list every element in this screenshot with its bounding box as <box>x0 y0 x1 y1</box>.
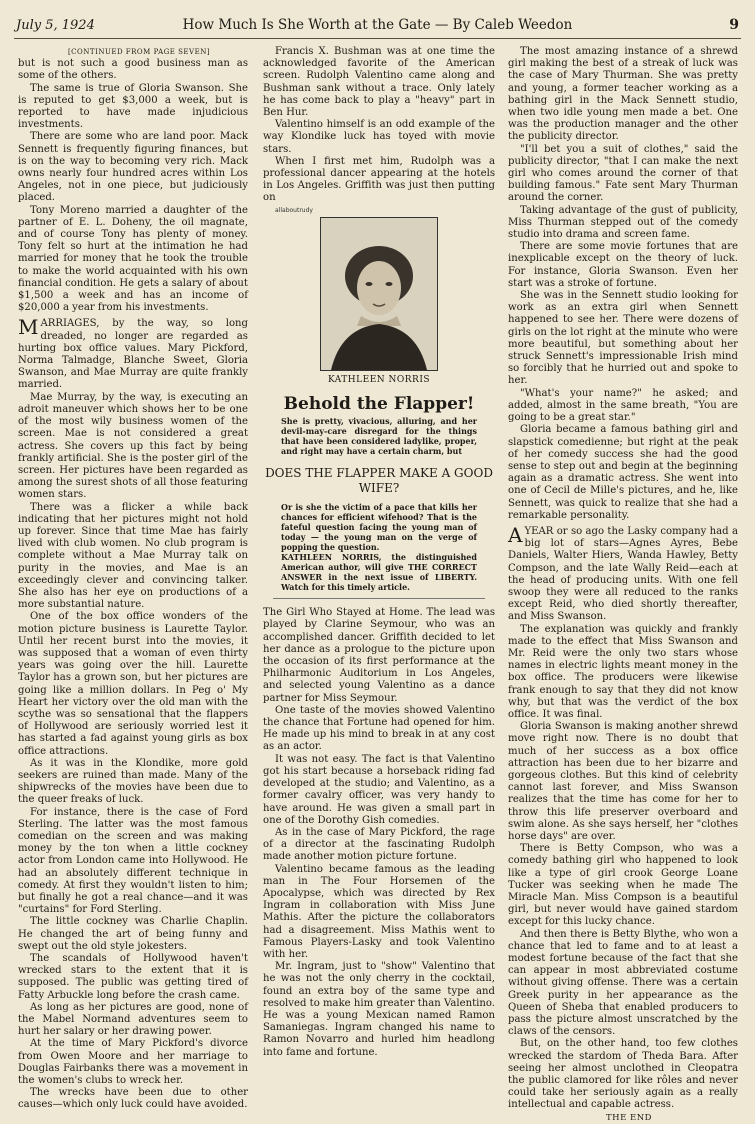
kathleen-norris-portrait <box>320 217 438 371</box>
ad-headline: Behold the Flapper! <box>283 394 475 415</box>
dropcap-paragraph <box>508 522 738 624</box>
paragraph: The same is true of Gloria Swanson. She is reputed to get $3,000 a week, but is reported to have made injudicious investments. <box>18 82 248 131</box>
portrait-caption: KATHLEEN NORRIS <box>327 374 431 385</box>
paragraph: Taking advantage of the gust of publicity, Miss Thurman stepped out of the comedy studio into drama and screen fame. <box>508 204 738 241</box>
paragraph: As it was in the Klondike, more gold seekers are ruined than made. Many of the shipwrecks of the movies have been due to the queer freaks of luck. <box>18 757 248 806</box>
paragraph: There is Betty Compson, who was a comedy bathing girl who happened to look like a type of girl crook George Loane Tucker was seeking when he made The Miracle Man. Miss Compson is a beautiful girl, but never would have gained stardom except for this lucky chance. <box>508 843 738 928</box>
paragraph: Valentino himself is an odd example of the way Klondike luck has toyed with movie stars. <box>263 119 495 155</box>
paragraph: Gloria became a famous bathing girl and slapstick comedienne; but right at the peak of her comedy success she had the good sense to step out and begin at the beginning again as a dramatic actress. She went into one of Cecil de Mille's pictures, and he, like Sennett, was quick to realize that she had a remarkable personality. <box>508 424 738 521</box>
paragraph: When I first met him, Rudolph was a professional dancer appearing at the hotels in Los Angeles. Griffith was just then putting on <box>263 155 495 204</box>
paragraph: And then there is Betty Blythe, who won a chance that led to fame and to at least a modest fortune because of the fact that she can appear in most abbreviated costume without giving offense. There was a certain Greek purity in her appearance as the Queen of Sheba that enabled producers to pass the picture almost unscratched by the claws of the censors. <box>508 928 738 1038</box>
continued-note: [CONTINUED FROM PAGE SEVEN] <box>67 48 211 56</box>
dropcap-paragraph <box>18 315 248 391</box>
dropcap-letter: M <box>18 315 39 340</box>
ad-body: Or is she the victim of a pace that kills her chances for efficient wifehood? That is the fateful question facing the young man of today — the young man on the verge of popping the question. <box>281 502 477 553</box>
paragraph: The most amazing instance of a shrewd girl making the best of a streak of luck was the case of Mary Thurman. She was pretty and young, a former teacher working as a bathing girl in the Mack Sennett studio, when two idle young men made a bet. One was the production manager and the other the publicity director. <box>508 46 738 143</box>
dropcap-text: ARRIAGES, by the way, so long dreaded, no longer are regarded as hurting box office values. Mary Pickford, Norma Talmadge, Blanche Sweet, Gloria Swanson, and Mae Murray are quite frankly married. <box>18 318 248 391</box>
page-number: 9 <box>729 17 739 33</box>
paragraph: As long as her pictures are good, none of the Mabel Normand adventures seem to hurt her salary or her drawing power. <box>18 1001 248 1038</box>
paragraph: Gloria Swanson is making another shrewd move right now. There is no doubt that much of her success as a box office attraction has been due to her bizarre and gorgeous clothes. But this kind of celebrity cannot last forever, and Miss Swanson realizes that the time has come for her to throw this life preserver overboard and swim alone. As she says herself, her "clothes horse days" are over. <box>508 721 738 842</box>
paragraph: But, on the other hand, too few clothes wrecked the stardom of Theda Bara. After seeing her almost unclothed in Cleopatra the public clamored for like rôles and never could take her seriously again as a really intellectual and capable actress. <box>508 1038 738 1111</box>
dropcap-letter: A <box>508 522 523 547</box>
portrait-illustration <box>321 218 437 370</box>
paragraph: but is not such a good business man as some of the others. <box>18 58 248 82</box>
ad-headline-question: DOES THE FLAPPER MAKE A GOOD WIFE? <box>265 466 493 496</box>
paragraph: One of the box office wonders of the motion picture business is Laurette Taylor. Until her recent burst into the movies, it was supposed that a woman of even thirty years was going over the hill. Laurette Taylor has a grown son, but her pictures are going like a million dollars. In Peg o' My Heart her victory over the old man with the scythe was so sensational that the flappers of Hollywood are seriously worried lest it has started a fad against young girls as box office attractions. <box>18 611 248 757</box>
column-2 <box>263 46 495 1058</box>
paragraph: Valentino became famous as the leading man in The Four Horsemen of the Apocalypse, which was directed by Rex Ingram in collaboration with Miss June Mathis. After the picture the collaborators had a disagreement. Miss Mathis went to Famous Players-Lasky and took Valentino with her. <box>263 863 495 960</box>
paragraph: "I'll bet you a suit of clothes," said the publicity director, "that I can make the next girl who comes around the corner of that building famous." Fate sent Mary Thurman around the corner. <box>508 143 738 204</box>
paragraph: For instance, there is the case of Ford Sterling. The latter was the most famous comedian on the screen and was making money by the ton when a little cockney actor from London came into Hollywood. He had an absolutely different technique in comedy. At first they wouldn't listen to him; but finally he got a real chance—and it was "curtains" for Ford Sterling. <box>18 806 248 916</box>
paragraph: Mr. Ingram, just to "show" Valentino that he was not the only cherry in the cocktail, found an extra boy of the same type and resolved to make him greater than Valentino. He was a young Mexican named Ramon Samaniegas. Ingram changed his name to Ramon Novarro and hurled him headlong into fame and fortune. <box>263 961 495 1058</box>
ad-subtext: She is pretty, vivacious, alluring, and her devil-may-care disregard for the things that have been considered ladylike, proper, and right may have a certain charm, but <box>281 416 477 457</box>
paragraph: The explanation was quickly and frankly made to the effect that Miss Swanson and Mr. Reid were the only two stars whose names in electric lights meant money in the box office. The producers were likewise frank enough to say that they did not know why, but that was the verdict of the box office. It was final. <box>508 623 738 720</box>
liberty-advertisement <box>263 217 495 599</box>
paragraph: One taste of the movies showed Valentino the chance that Fortune had opened for him. He made up his mind to break in at any cost as an actor. <box>263 704 495 753</box>
paragraph: She was in the Sennett studio looking for work as an extra girl when Sennett happened to see her. There were dozens of girls on the lot right at the minute who were more beautiful, but something about her struck Sennett's impressionable Irish mind so forcibly that he hurried out and spoke to her. <box>508 290 738 387</box>
paragraph: There was a flicker a while back indicating that her pictures might not hold up forever. Since that time Mae has fairly lived with club women. No club program is complete without a Mae Murray talk on purity in the movies, and Mae is an exceedingly clever and convincing talker. She also has her eye on productions of a more substantial nature. <box>18 501 248 611</box>
paragraph: The little cockney was Charlie Chaplin. He changed the art of being funny and swept out the old style jokesters. <box>18 916 248 952</box>
ad-body-2: KATHLEEN NORRIS, the distinguished American author, will give THE CORRECT ANSWER in the next issue of LIBERTY. Watch for this timely article. <box>281 552 477 593</box>
dropcap-text: YEAR or so ago the Lasky company had a big lot of stars—Agnes Ayres, Bebe Daniels, Walter Hiers, Wanda Hawley, Betty Compson, and the late Wally Reid—each at the head of producing units. With one fell swoop they were all reduced to the ranks except Reid, who died shortly thereafter, and Miss Swanson. <box>508 525 738 623</box>
column-3 <box>508 46 738 1123</box>
page-header <box>14 14 741 39</box>
the-end-marker: THE END <box>606 1112 652 1123</box>
paragraph: Tony Moreno married a daughter of the partner of E. L. Doheny, the oil magnate, and of course Tony has plenty of money. Tony felt so hurt at the intimation he had married for money that he took the trouble to make the world acquainted with his own financial condition. He gets a salary of about $1,500 a week and has an income of $20,000 a year from his investments. <box>18 204 248 314</box>
paragraph: There are some movie fortunes that are inexplicable except on the theory of luck. For instance, Gloria Swanson. Even her start was a stroke of fortune. <box>508 241 738 289</box>
paragraph: Mae Murray, by the way, is executing an adroit maneuver which shows her to be one of the most wily business women of the screen. Mae is not considered a great actress. She covers up this fact by being frankly artificial. She is the poster girl of the screen. Her pictures have been regarded as among the surest shots of all those featuring women stars. <box>18 391 248 501</box>
paragraph: Francis X. Bushman was at one time the acknowledged favorite of the American screen. Rudolph Valentino came along and Bushman sank without a trace. Only lately he has come back to play a "heavy" part in Ben Hur. <box>263 46 495 119</box>
paragraph: The Girl Who Stayed at Home. The lead was played by Clarine Seymour, who was an accomplished dancer. Griffith decided to let her dance as a prologue to the picture upon the occasion of its first performance at the Philharmonic Auditorium in Los Angeles, and selected young Valentino as a dance partner for Miss Seymour. <box>263 607 495 704</box>
paragraph: The scandals of Hollywood haven't wrecked stars to the extent that it is supposed. The public was getting tired of Fatty Arbuckle long before the crash came. <box>18 953 248 1001</box>
paragraph: The wrecks have been due to other causes—which only luck could have avoided. <box>18 1087 248 1111</box>
paragraph: At the time of Mary Pickford's divorce from Owen Moore and her marriage to Douglas Fairbanks there was a movement in the women's clubs to wreck her. <box>18 1038 248 1087</box>
paragraph: There are some who are land poor. Mack Sennett is frequently figuring finances, but is on the way to becoming very rich. Mack owns nearly four hundred acres within Los Angeles, not in one piece, but judiciously placed. <box>18 131 248 204</box>
column-1 <box>18 46 248 1111</box>
paragraph: "What's your name?" he asked; and added, almost in the same breath, "You are going to be a great star." <box>508 387 738 424</box>
paragraph: As in the case of Mary Pickford, the rage of a director at the fascinating Rudolph made another motion picture fortune. <box>263 826 495 863</box>
paragraph: It was not easy. The fact is that Valentino got his start because a horseback riding fad developed at the studio; and Valentino, as a former cavalry officer, was very handy to have around. He was given a small part in one of the Dorothy Gish comedies. <box>263 753 495 826</box>
issue-date: July 5, 1924 <box>16 18 95 33</box>
article-title: How Much Is She Worth at the Gate — By Caleb Weedon <box>182 17 573 33</box>
image-credit: allaboutrudy <box>275 206 313 214</box>
